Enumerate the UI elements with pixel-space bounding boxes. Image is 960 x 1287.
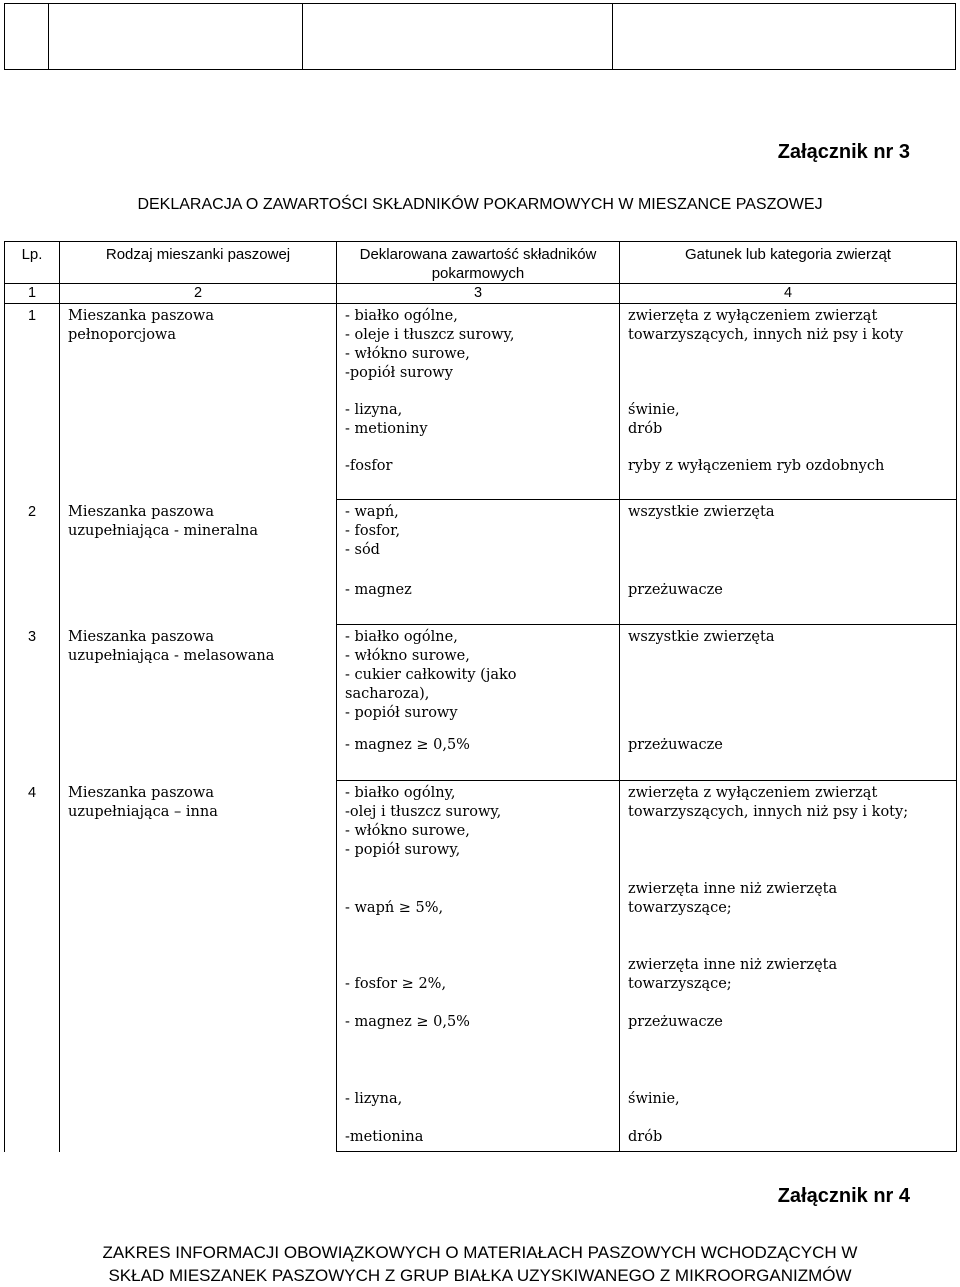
nutrients-cell: - lizyna, (337, 1090, 620, 1128)
nutrients-cell: - białko ogólne, - włókno surowe, - cukier całkowity (jako sacharoza), - popiół surowy (337, 625, 620, 737)
animals-cell: świnie, drób (620, 401, 957, 457)
animals-cell: zwierzęta inne niż zwierzęta towarzyszące; (620, 861, 957, 937)
nutrients-cell: - magnez ≥ 0,5% (337, 736, 620, 781)
animals-cell: przeżuwacze (620, 1013, 957, 1090)
row-number: 1 (5, 304, 60, 500)
mixture-type: Mieszanka paszowa pełnoporcjowa (60, 304, 337, 500)
row-number: 3 (5, 625, 60, 781)
fragment-cell (5, 4, 49, 69)
table-row (5, 500, 957, 582)
animals-cell: świnie, (620, 1090, 957, 1128)
table-row (5, 625, 957, 737)
animals-cell: przeżuwacze (620, 581, 957, 625)
animals-cell: drób (620, 1128, 957, 1152)
row-number: 4 (5, 781, 60, 1152)
nutrients-cell: -fosfor (337, 457, 620, 500)
mixture-type: Mieszanka paszowa uzupełniająca – inna (60, 781, 337, 1152)
annex-4-heading (0, 1241, 960, 1287)
animals-cell: przeżuwacze (620, 736, 957, 781)
fragment-cell (49, 4, 303, 69)
row-number: 2 (5, 500, 60, 625)
table-row (5, 304, 957, 402)
nutrients-cell: - lizyna, - metioniny (337, 401, 620, 457)
nutrients-cell: - wapń, - fosfor, - sód (337, 500, 620, 582)
animals-cell: zwierzęta z wyłączeniem zwierząt towarzyszących, innych niż psy i koty (620, 304, 957, 402)
nutrients-cell: - magnez (337, 581, 620, 625)
annex-4-heading-line-1: ZAKRES INFORMACJI OBOWIĄZKOWYCH O MATERIAŁACH PASZOWYCH WCHODZĄCYCH W (102, 1243, 858, 1262)
header-animals: Gatunek lub kategoria zwierząt (620, 242, 957, 284)
fragment-cell (303, 4, 613, 69)
column-number: 1 (5, 284, 60, 304)
declaration-table (4, 241, 957, 1152)
animals-cell: wszystkie zwierzęta (620, 625, 957, 737)
annex-4-heading-line-2: SKŁAD MIESZANEK PASZOWYCH Z GRUP BIAŁKA UZYSKIWANEGO Z MIKROORGANIZMÓW (108, 1266, 852, 1285)
animals-cell: zwierzęta z wyłączeniem zwierząt towarzyszących, innych niż psy i koty; (620, 781, 957, 862)
previous-page-table-fragment (4, 3, 956, 70)
annex-3-title: Załącznik nr 3 (777, 141, 910, 163)
column-number: 3 (337, 284, 620, 304)
nutrients-cell: -metionina (337, 1128, 620, 1152)
nutrients-cell: - wapń ≥ 5%, (337, 861, 620, 937)
fragment-cell (613, 4, 955, 69)
animals-cell: wszystkie zwierzęta (620, 500, 957, 582)
animals-cell: zwierzęta inne niż zwierzęta towarzyszące; (620, 937, 957, 1013)
mixture-type: Mieszanka paszowa uzupełniająca - melasowana (60, 625, 337, 781)
mixture-type: Mieszanka paszowa uzupełniająca - mineralna (60, 500, 337, 625)
nutrients-cell: - magnez ≥ 0,5% (337, 1013, 620, 1090)
nutrients-cell: - białko ogólne, - oleje i tłuszcz surowy, - włókno surowe, -popiół surowy (337, 304, 620, 402)
annex-4-title: Załącznik nr 4 (777, 1185, 910, 1207)
nutrients-cell: - białko ogólny, -olej i tłuszcz surowy, - włókno surowe, - popiół surowy, (337, 781, 620, 862)
column-number: 4 (620, 284, 957, 304)
nutrients-cell: - fosfor ≥ 2%, (337, 937, 620, 1013)
animals-cell: ryby z wyłączeniem ryb ozdobnych (620, 457, 957, 500)
header-row (5, 242, 957, 284)
table-row (5, 781, 957, 862)
column-number: 2 (60, 284, 337, 304)
header-nutrients: Deklarowana zawartość składników pokarmowych (337, 242, 620, 284)
declaration-title: DEKLARACJA O ZAWARTOŚCI SKŁADNIKÓW POKARMOWYCH W MIESZANCE PASZOWEJ (137, 196, 823, 213)
column-number-row (5, 284, 957, 304)
header-type: Rodzaj mieszanki paszowej (60, 242, 337, 284)
header-lp: Lp. (5, 242, 60, 284)
